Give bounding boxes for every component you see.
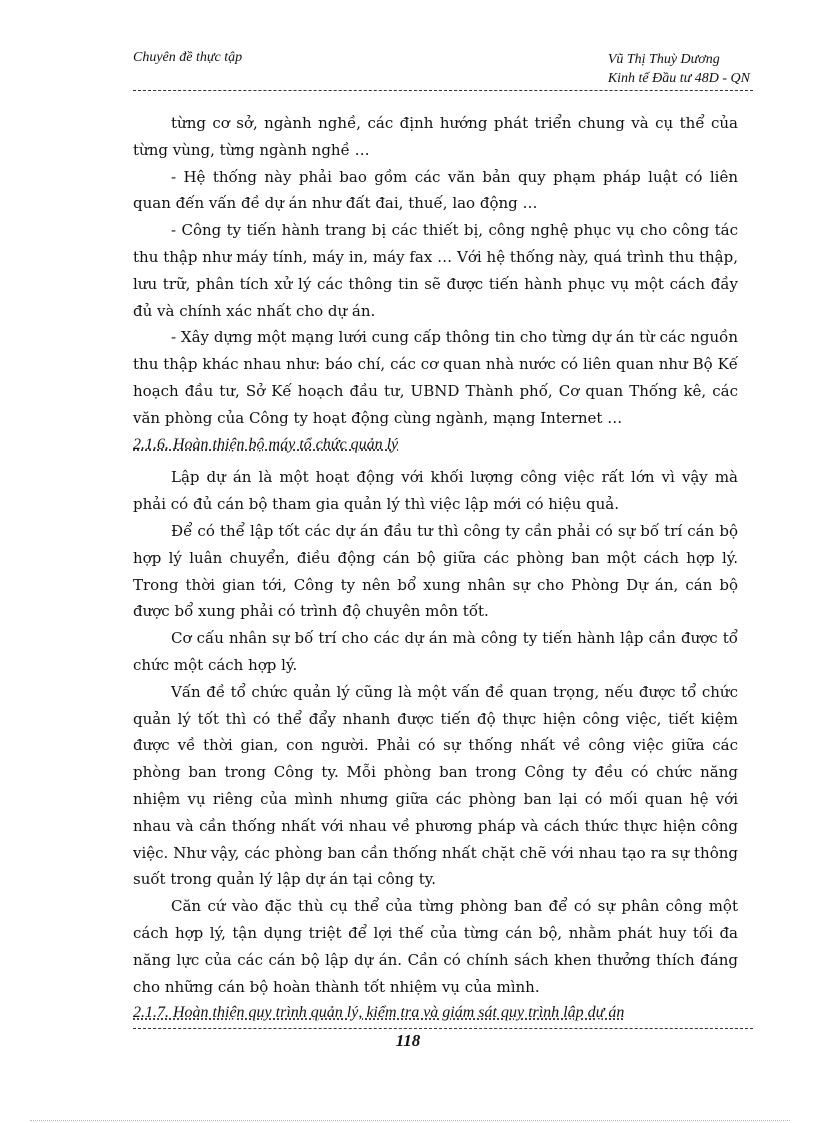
page-number: 118 <box>395 1031 421 1050</box>
header-author-block <box>608 50 750 88</box>
page-header <box>133 48 750 88</box>
paragraph: - Hệ thống này phải bao gồm các văn bản quy phạm pháp luật có liên quan đến vấn đề dự án như đất đai, thuế, lao động … <box>133 167 738 213</box>
header-author: Vũ Thị Thuỳ Dương <box>607 52 720 67</box>
section-heading: 2.1.6. Hoàn thiện bộ máy tổ chức quản lý <box>133 435 399 453</box>
paragraph: - Công ty tiến hành trang bị các thiết bị, công nghệ phục vụ cho công tác thu thập như máy tính, máy in, máy fax … Với hệ thống này, quá trình thu thập, lưu trữ, phân tích xử lý các thông tin sẽ được tiến hành phục vụ một cách đầy đủ và chính xác nhất cho dự án. <box>133 221 738 320</box>
paragraph: Căn cứ vào đặc thù cụ thể của từng phòng ban để có sự phân công một cách hợp lý, tận dụng triệt để lợi thế của từng cán bộ, nhằm phát huy tối đa năng lực của các cán bộ lập dự án. Cần có chính sách khen thưởng thích đáng cho những cán bộ hoàn thành tốt nhiệm vụ của mình. <box>133 897 738 996</box>
header-title: Chuyên đề thực tập <box>133 50 243 65</box>
page-body <box>133 110 738 1027</box>
paragraph: từng cơ sở, ngành nghề, các định hướng phát triển chung và cụ thể của từng vùng, từng ngành nghề … <box>133 114 738 159</box>
header-class: Kinh tế Đầu tư 48D - QN <box>607 71 750 86</box>
section-heading: 2.1.7. Hoàn thiện quy trình quản lý, kiểm tra và giám sát quy trình lập dự án <box>133 1004 625 1022</box>
header-divider <box>133 90 753 91</box>
bottom-dotted-line <box>30 1120 790 1121</box>
paragraph: Lập dự án là một hoạt động với khối lượng công việc rất lớn vì vậy mà phải có đủ cán bộ tham gia quản lý thì việc lập mới có hiệu quả. <box>133 468 738 514</box>
paragraph: Cơ cấu nhân sự bố trí cho các dự án mà công ty tiến hành lập cần được tổ chức một cách hợp lý. <box>133 629 738 674</box>
paragraph: Để có thể lập tốt các dự án đầu tư thì công ty cần phải có sự bố trí cán bộ hợp lý luân chuyển, điều động cán bộ giữa các phòng ban một cách hợp lý. Trong thời gian tới, Công ty nên bổ xung nhân sự cho Phòng Dự án, cán bộ được bổ xung phải có trình độ chuyên môn tốt. <box>133 521 738 621</box>
paragraph: - Xây dựng một mạng lưới cung cấp thông tin cho từng dự án từ các nguồn thu thập khác nhau như: báo chí, các cơ quan nhà nước có liên quan như Bộ Kế hoạch đầu tư, Sở Kế hoạch đầu tư, UBND Thành phố, Cơ quan Thống kê, các văn phòng của Công ty hoạt động cùng ngành, mạng Internet … <box>133 328 738 427</box>
footer-divider <box>133 1028 753 1029</box>
paragraph: Vấn đề tổ chức quản lý cũng là một vấn đề quan trọng, nếu được tổ chức quản lý tốt thì có thể đẩy nhanh được tiến độ thực hiện công việc, tiết kiệm được về thời gian, con người. Phải có sự thống nhất về công việc giữa các phòng ban trong Công ty. Mỗi phòng ban trong Công ty đều có chức năng nhiệm vụ riêng của mình nhưng giữa các phòng ban lại có mối quan hệ với nhau và cần thống nhất với nhau về phương pháp và cách thức thực hiện công việc. Như vậy, các phòng ban cần thống nhất chặt chẽ với nhau tạo ra sự thông suốt trong quản lý lập dự án tại công ty. <box>133 682 738 889</box>
